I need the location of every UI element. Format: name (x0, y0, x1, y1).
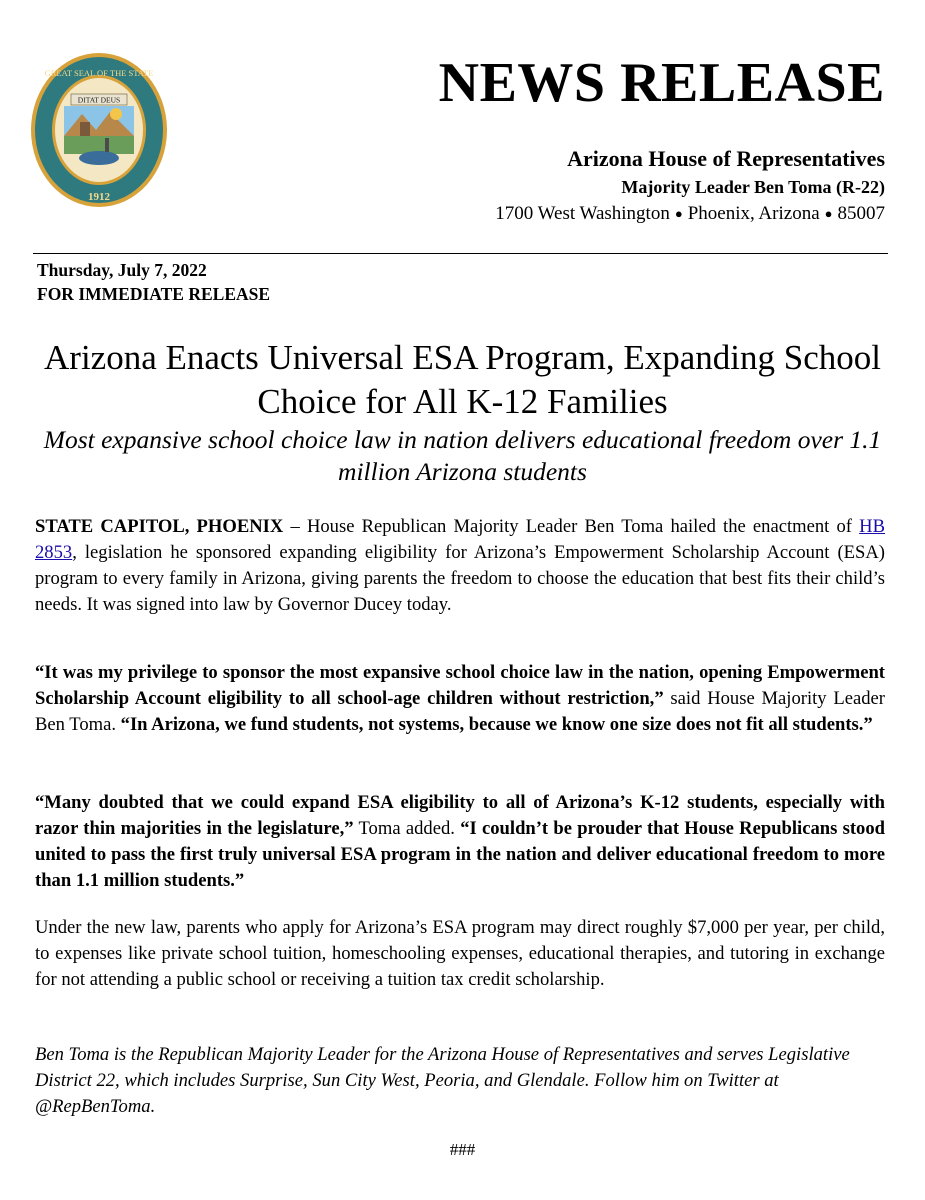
release-date: Thursday, July 7, 2022 (37, 260, 207, 280)
hb-2853-link[interactable]: HB 2853 (35, 516, 885, 563)
release-status: FOR IMMEDIATE RELEASE (37, 284, 271, 304)
intro-text-a: – House Republican Majority Leader Ben Toma hailed the enactment of (283, 516, 860, 537)
paragraph-bio: Ben Toma is the Republican Majority Leader for the Arizona House of Representatives and serves Legislative District 22, which includes Surprise, Sun City West, Peoria, and Glendale. Follow him on Twitter at @RepBenToma. (35, 1044, 850, 1117)
news-release-title: NEWS RELEASE (438, 52, 885, 114)
paragraph-program-details: Under the new law, parents who apply for Arizona’s ESA program may direct roughly $7,000 per year, per child, to expenses like private school tuition, homeschooling expenses, educational therapies, and tutoring in exchange for not attending a public school or receiving a tuition tax credit scholarship. (35, 917, 885, 990)
svg-text:1912: 1912 (88, 191, 110, 203)
majority-leader-line: Majority Leader Ben Toma (R-22) (621, 177, 885, 197)
headline: Arizona Enacts Universal ESA Program, Expanding School Choice for All K-12 Families (44, 338, 881, 421)
paragraph-quote-two (35, 790, 885, 894)
address-line (495, 203, 885, 225)
bullet-dot-icon: ● (674, 206, 683, 221)
quote-text: “I couldn’t be prouder that House Republicans stood united to pass the first truly universal ESA program in the nation and deliver educational freedom to more than 1.1 million students.” (35, 818, 885, 891)
header-divider (33, 253, 888, 254)
svg-text:GREAT SEAL OF THE STATE: GREAT SEAL OF THE STATE (44, 68, 154, 78)
quote-text: “It was my privilege to sponsor the most expansive school choice law in the nation, opening Empowerment Scholarship Account eligibility to all school-age children without restriction,” (35, 662, 885, 709)
address-street: 1700 West Washington (495, 203, 670, 224)
paragraph-quote-one (35, 660, 885, 738)
quote-attribution: said House Majority Leader Ben Toma. (35, 688, 885, 735)
dateline-location: STATE CAPITOL, PHOENIX (35, 516, 284, 537)
subheadline: Most expansive school choice law in nation delivers educational freedom over 1.1 million Arizona students (43, 425, 882, 486)
address-city: Phoenix, Arizona (687, 203, 820, 224)
bullet-dot-icon: ● (824, 206, 833, 221)
quote-text: “Many doubted that we could expand ESA eligibility to all of Arizona’s K-12 students, especially with razor thin majorities in the legislature,” (35, 792, 885, 839)
paragraph-intro (35, 514, 885, 618)
quote-attribution: Toma added. (353, 818, 461, 839)
quote-text: “In Arizona, we fund students, not systems, because we know one size does not fit all students.” (120, 714, 873, 735)
end-mark: ### (449, 1140, 476, 1159)
organization-name: Arizona House of Representatives (567, 146, 885, 171)
arizona-state-seal (30, 52, 168, 208)
dateline (37, 258, 270, 306)
address-zip: 85007 (837, 203, 885, 224)
svg-text:DITAT DEUS: DITAT DEUS (77, 95, 121, 105)
intro-text-b: , legislation he sponsored expanding eligibility for Arizona’s Empowerment Scholarship Account (ESA) program to every family in Arizona, giving parents the freedom to choose the education that best fits their child’s needs. It was signed into law by Governor Ducey today. (35, 542, 885, 615)
